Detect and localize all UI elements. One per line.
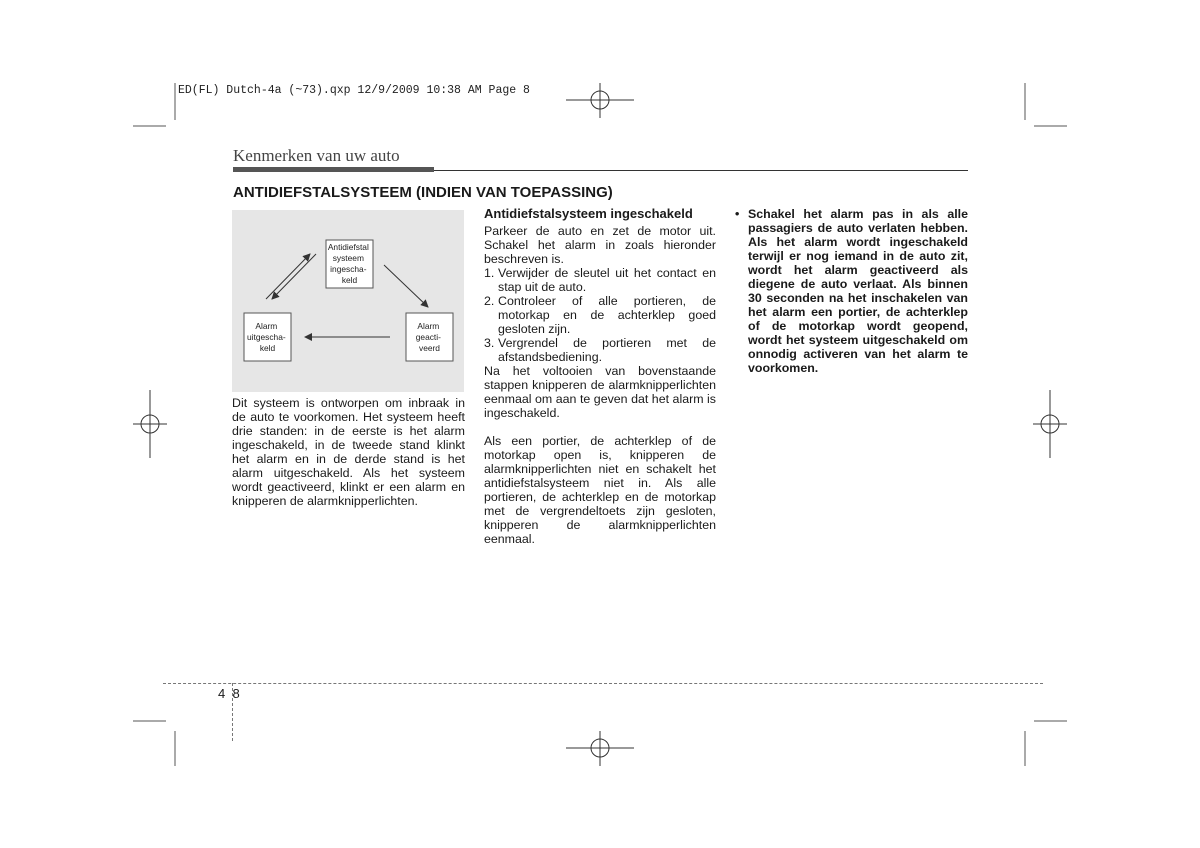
section-title: ANTIDIEFSTALSYSTEEM (INDIEN VAN TOEPASSING) xyxy=(233,184,613,201)
step-number: 3. xyxy=(484,336,495,350)
state-label-armed: Antidiefstal systeem ingescha- keld xyxy=(327,242,369,285)
arming-steps xyxy=(484,266,716,364)
step-number: 2. xyxy=(484,294,495,308)
arrow-disarmed-to-armed xyxy=(266,254,310,299)
header-bar xyxy=(233,167,434,172)
page-header-title: Kenmerken van uw auto xyxy=(233,146,400,165)
bullet-icon: • xyxy=(735,207,740,221)
header-rule xyxy=(434,170,968,171)
footer-rule xyxy=(163,683,1043,684)
arming-intro: Parkeer de auto en zet de motor uit. Schakel het alarm in zoals hieronder beschreven is. xyxy=(484,224,716,266)
registration-target-top xyxy=(566,83,634,118)
step-item xyxy=(484,266,716,294)
step-item xyxy=(484,294,716,336)
step-number: 1. xyxy=(484,266,495,280)
warning-text: Schakel het alarm pas in als alle passagiers de auto verlaten hebben. Als het alarm wordt ingeschakeld terwijl er nog iemand in de auto zit, wordt het alarm geactiveerd als diegene de auto verlaat. Als binnen 30 seconden na het inschakelen van het alarm een portier, de achterklep of de motorkap wordt geopend, wordt het systeem uitgeschakeld om onnodig activeren van het alarm te voorkomen. xyxy=(748,207,968,375)
column-3 xyxy=(734,207,968,375)
page-number xyxy=(218,686,240,701)
registration-target-left xyxy=(133,390,167,458)
page-index: 8 xyxy=(232,686,240,701)
step-item xyxy=(484,336,716,364)
arrow-armed-to-activated xyxy=(384,265,428,307)
column-2 xyxy=(484,207,716,546)
step-text: Verwijder de sleutel uit het contact en stap uit de auto. xyxy=(498,266,716,294)
state-label-disarmed: Alarm uitgescha- keld xyxy=(247,321,286,353)
warning-bullet xyxy=(734,207,968,375)
subsection-heading: Antidiefstalsysteem ingeschakeld xyxy=(484,206,693,221)
intro-paragraph: Dit systeem is ontworpen om inbraak in de auto te voorkomen. Het systeem heeft drie standen: in de eerste is het alarm ingeschakeld, in de tweede stand klinkt het alarm en in de derde stand is het alarm uitgeschakeld. Als het systeem wordt geactiveerd, klinkt er een alarm en knipperen de alarmknipperlichten. xyxy=(232,396,465,508)
note-paragraph: Als een portier, de achterklep of de motorkap open is, knipperen de alarmknipperlichten niet en schakelt het antidiefstalsysteem niet in. Als alle portieren, de achterklep en de motorkap met de vergrendeltoets zijn gesloten, knipperen de alarmknipperlichten eenmaal. xyxy=(484,434,716,546)
column-1 xyxy=(232,396,465,508)
alarm-state-diagram xyxy=(232,210,464,392)
step-text: Vergrendel de portieren met de afstandsbediening. xyxy=(498,336,716,364)
registration-target-right xyxy=(1033,390,1067,458)
print-slug: ED(FL) Dutch-4a (~73).qxp 12/9/2009 10:38 AM Page 8 xyxy=(178,84,530,97)
registration-target-bottom xyxy=(566,731,634,766)
page-chapter: 4 xyxy=(218,686,226,701)
after-steps-paragraph: Na het voltooien van bovenstaande stappen knipperen de alarmknipperlichten eenmaal om aan te geven dat het alarm is ingeschakeld. xyxy=(484,364,716,420)
state-label-activated: Alarm geacti- veerd xyxy=(415,321,441,353)
step-text: Controleer of alle portieren, de motorkap en de achterklep goed gesloten zijn. xyxy=(498,294,716,336)
arrow-armed-to-disarmed xyxy=(272,254,316,299)
